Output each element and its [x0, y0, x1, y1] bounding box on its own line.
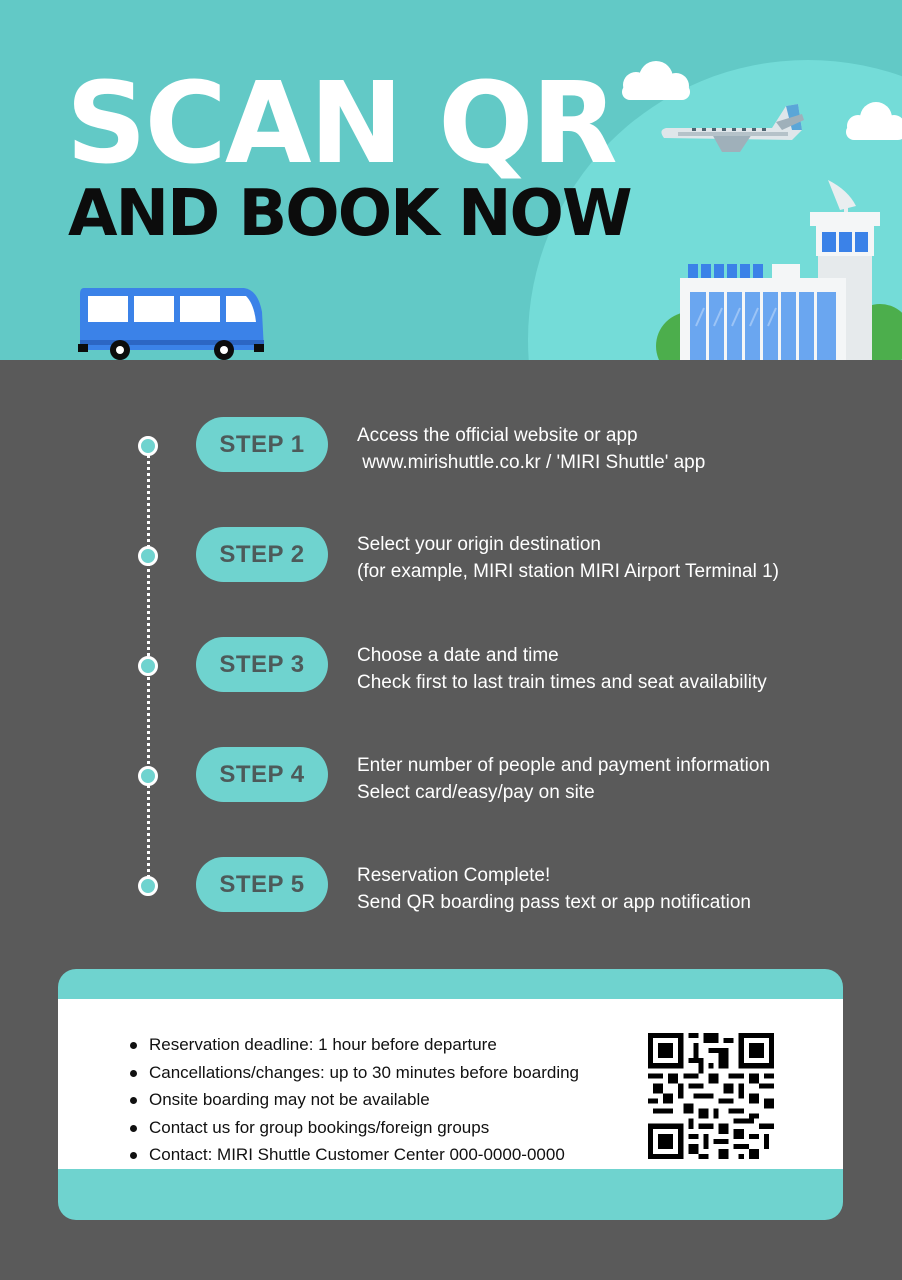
cloud-icon — [612, 58, 698, 102]
airport-terminal-icon — [650, 176, 902, 360]
timeline-dot — [138, 766, 158, 786]
main-title: SCAN QR — [66, 59, 616, 189]
step-3-line-2: Check first to last train times and seat availability — [357, 672, 767, 693]
note-item: Cancellations/changes: up to 30 minutes before boarding — [130, 1059, 579, 1087]
timeline-dot — [138, 436, 158, 456]
step-5-pill: STEP 5 — [196, 857, 328, 912]
step-3-pill: STEP 3 — [196, 637, 328, 692]
cloud-icon — [840, 100, 902, 142]
step-5-line-1: Reservation Complete! — [357, 865, 551, 886]
hero-banner — [0, 0, 902, 360]
note-item: Contact us for group bookings/foreign groups — [130, 1114, 579, 1142]
step-2-pill: STEP 2 — [196, 527, 328, 582]
step-4-text — [357, 752, 770, 806]
notes-list — [130, 1031, 579, 1169]
timeline-dot — [138, 546, 158, 566]
step-5-line-2: Send QR boarding pass text or app notification — [357, 892, 751, 913]
timeline-dot — [138, 656, 158, 676]
step-2-text — [357, 531, 779, 585]
step-1-text — [357, 422, 705, 476]
step-1-line-2: www.mirishuttle.co.kr / 'MIRI Shuttle' app — [357, 452, 706, 473]
subtitle: AND BOOK NOW — [68, 177, 631, 251]
step-5-text — [357, 862, 751, 916]
note-item: Reservation deadline: 1 hour before departure — [130, 1031, 579, 1059]
step-1-pill: STEP 1 — [196, 417, 328, 472]
step-3-line-1: Choose a date and time — [357, 645, 559, 666]
note-item: Onsite boarding may not be available — [130, 1086, 579, 1114]
step-4-pill: STEP 4 — [196, 747, 328, 802]
step-3-text — [357, 642, 767, 696]
step-4-line-1: Enter number of people and payment information — [357, 755, 770, 776]
step-2-line-2: (for example, MIRI station MIRI Airport Terminal 1) — [357, 561, 779, 582]
bus-icon — [76, 284, 266, 360]
step-4-line-2: Select card/easy/pay on site — [357, 782, 595, 803]
info-card-body — [58, 999, 843, 1169]
note-item: Contact: MIRI Shuttle Customer Center 000-0000-0000 — [130, 1141, 579, 1169]
airplane-icon — [652, 100, 812, 158]
step-1-line-1: Access the official website or app — [357, 425, 638, 446]
step-2-line-1: Select your origin destination — [357, 534, 601, 555]
info-card — [58, 969, 843, 1220]
timeline-dot — [138, 876, 158, 896]
qr-code-icon[interactable] — [648, 1033, 774, 1159]
